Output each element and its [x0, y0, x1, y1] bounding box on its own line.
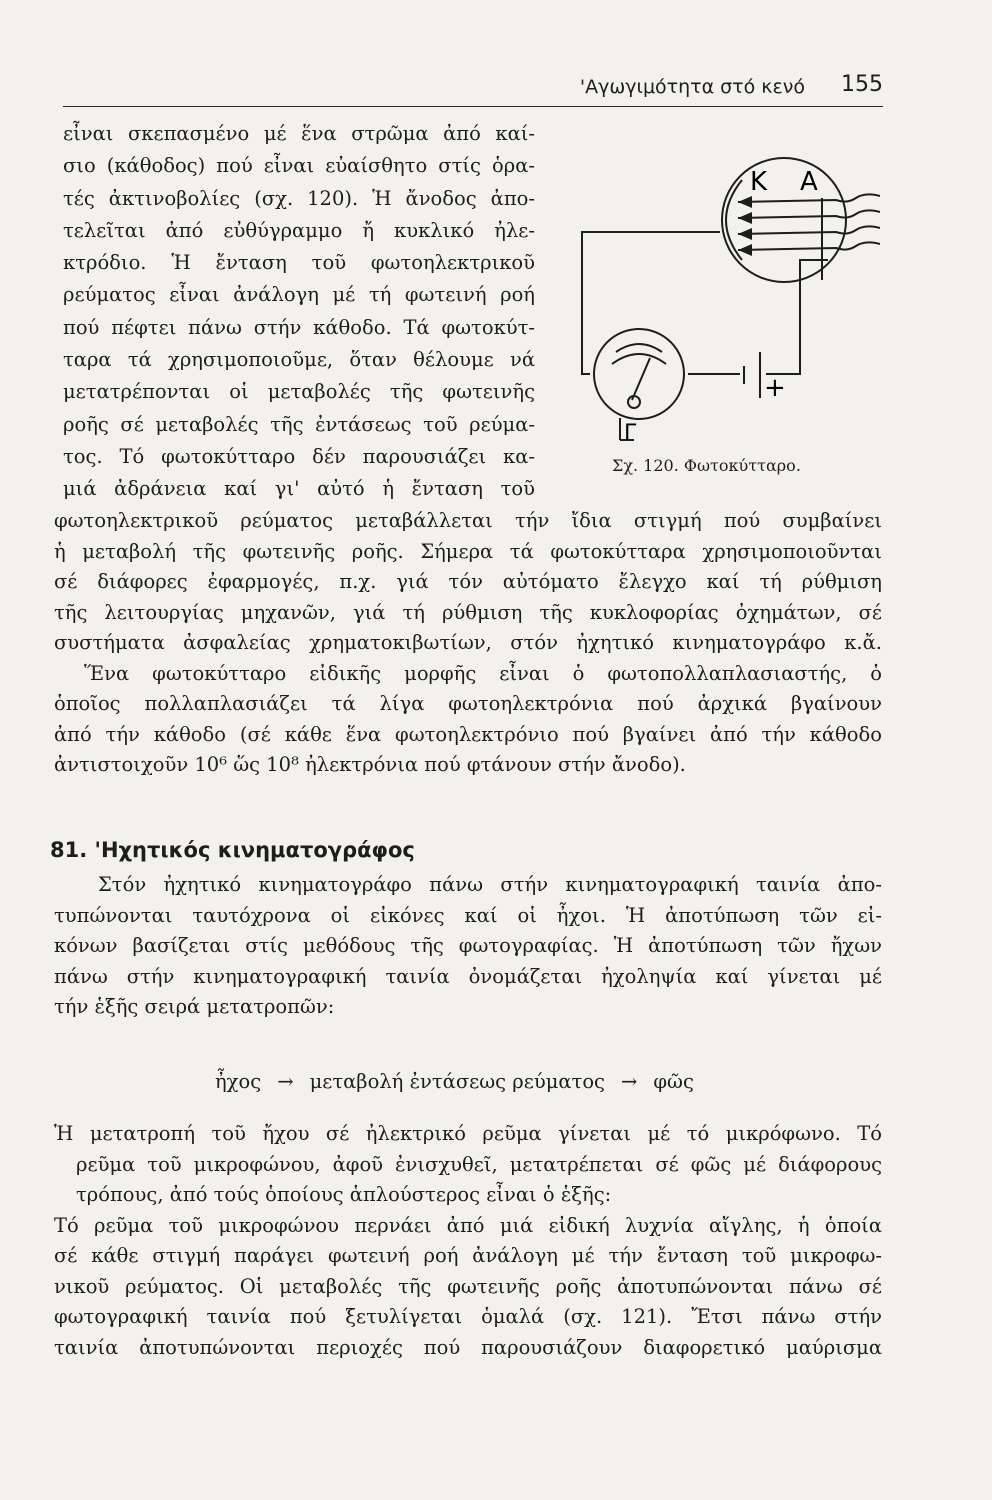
text-line: ταινία ἀποτυπώνονται περιοχές πού παρουσιάζουν διαφορετικό μαύρισμα — [54, 1335, 882, 1359]
text-line: ροῆς σέ μεταβολές τῆς ἐντάσεως τοῦ ρεύμα- — [63, 412, 535, 436]
text-line: τῆς λειτουργίας μηχανῶν, γιά τή ρύθμιση τῆς κυκλοφορίας ὀχημάτων, σέ — [54, 600, 882, 624]
photocell-figure — [560, 140, 880, 480]
text-line: τές ἀκτινοβολίες (σχ. 120). Ἡ ἄνοδος ἀπο- — [63, 186, 535, 210]
text-line: τρόπους, ἀπό τούς ὁποίους ἁπλούστερος εἶναι ὁ ἑξῆς: — [76, 1183, 612, 1206]
conversion-chain — [215, 1070, 694, 1093]
text-line: ταρα τά χρησιμοποιοῦμε, ὅταν θέλουμε νά — [63, 348, 535, 372]
text-line: ἀντιστοιχοῦν 10⁶ ὥς 10⁸ ἠλεκτρόνια πού φτάνουν στήν ἄνοδο). — [54, 753, 686, 776]
text-line: μιά ἀδράνεια καί γι' αὐτό ἡ ἔνταση τοῦ — [63, 477, 535, 501]
text-line: μετατρέπονται οἱ μεταβολές τῆς φωτεινῆς — [63, 380, 535, 404]
text-line: ἀπό τήν κάθοδο (σέ κάθε ἕνα φωτοηλεκτρόνιο πού βγαίνει ἀπό τήν κάθοδο — [54, 722, 882, 746]
text-line: Ἡ μετατροπή τοῦ ἤχου σέ ἠλεκτρικό ρεῦμα γίνεται μέ τό μικρόφωνο. Τό — [54, 1122, 882, 1145]
text-line: τος. Τό φωτοκύτταρο δέν παρουσιάζει κα- — [63, 444, 535, 468]
text-line: Στόν ἠχητικό κινηματογράφο πάνω στήν κινηματογραφική ταινία ἀπο- — [98, 873, 882, 896]
figure-caption: Σχ. 120. Φωτοκύτταρο. — [612, 456, 801, 475]
text-line: Ἕνα φωτοκύτταρο εἰδικῆς μορφῆς εἶναι ὁ φωτοπολλαπλασιαστής, ὁ — [84, 661, 882, 685]
text-line: σέ κάθε στιγμή παράγει φωτεινή ροή ἀνάλογη μέ τήν ἔνταση τοῦ μικροφω- — [54, 1244, 882, 1267]
text-line: Τό ρεῦμα τοῦ μικροφώνου περνάει ἀπό μιά εἰδική λυχνία αἴγλης, ἡ ὁποία — [54, 1213, 882, 1237]
paragraph-photocell-intro — [63, 118, 535, 506]
page-header — [63, 70, 883, 107]
formula-light: φῶς — [653, 1070, 694, 1093]
running-title: 'Αγωγιμότητα στό κενό — [579, 76, 805, 98]
text-line: πού πέφτει πάνω στήν κάθοδο. Τά φωτοκύτ- — [63, 315, 535, 339]
arrow-icon: → — [621, 1070, 638, 1093]
text-line: σέ διάφορες ἐφαρμογές, π.χ. γιά τόν αὐτόματο ἔλεγχο καί τή ρύθμιση — [54, 570, 882, 593]
paragraph-photocell-applications — [54, 506, 882, 781]
text-line: τελεῖται ἀπό εὐθύγραμμο ἤ κυκλικό ἠλε- — [63, 218, 535, 242]
text-line: ρεῦμα τοῦ μικροφώνου, ἀφοῦ ἐνισχυθεῖ, μετατρέπεται σέ φῶς μέ διάφορους — [76, 1152, 882, 1176]
text-line: ἡ μεταβολή τῆς φωτεινῆς ροῆς. Σήμερα τά φωτοκύτταρα χρησιμοποιοῦνται — [54, 539, 882, 563]
text-line: πάνω στήν κινηματογραφική ταινία ὀνομάζεται ἠχοληψία καί γίνεται μέ — [54, 964, 882, 988]
text-line: σιο (κάθοδος) πού εἶναι εὐαίσθητο στίς ὁρα- — [63, 154, 535, 178]
paragraph-microphone — [54, 1119, 882, 1363]
text-line: κτρόδιο. Ἡ ἔνταση τοῦ φωτοηλεκτρικοῦ — [63, 251, 535, 275]
arrow-icon: → — [277, 1070, 294, 1093]
label-galvanometer: Γ — [624, 421, 637, 446]
formula-sound: ἦχος — [215, 1070, 262, 1093]
text-line: ὁποῖος πολλαπλασιάζει τά λίγα φωτοηλεκτρόνια πού ἀρχικά βγαίνουν — [54, 692, 882, 715]
text-line: ρεύματος εἶναι ἀνάλογη μέ τή φωτεινή ροή — [63, 283, 535, 307]
label-plus: + — [764, 373, 786, 403]
text-line: νικοῦ ρεύματος. Οἱ μεταβολές τῆς φωτεινῆς ροῆς ἀποτυπώνονται πάνω σέ — [54, 1274, 882, 1298]
text-line: κόνων βασίζεται στίς μεθόδους τῆς φωτογραφίας. Ἡ ἀποτύπωση τῶν ἤχων — [54, 934, 882, 957]
text-line: φωτοηλεκτρικοῦ ρεύματος μεταβάλλεται τήν ἴδια στιγμή πού συμβαίνει — [54, 509, 882, 532]
text-line: συστήματα ἀσφαλείας χρηματοκιβωτίων, στόν ἠχητικό κινηματογράφο κ.ἄ. — [54, 631, 882, 654]
formula-current: μεταβολή ἐντάσεως ρεύματος — [309, 1070, 605, 1093]
text-line: εἶναι σκεπασμένο μέ ἕνα στρῶμα ἀπό καί- — [63, 122, 535, 145]
paragraph-sound-film — [54, 870, 882, 1023]
page-number: 155 — [841, 72, 883, 97]
text-line: τήν ἑξῆς σειρά μετατροπῶν: — [54, 995, 335, 1018]
label-cathode: K — [750, 167, 768, 197]
section-heading: 81. 'Ηχητικός κινηματογράφος — [50, 838, 415, 862]
text-line: φωτογραφική ταινία πού ξετυλίγεται ὁμαλά (σχ. 121). Ἔτσι πάνω στήν — [54, 1305, 882, 1328]
label-anode: A — [800, 167, 818, 197]
text-line: τυπώνονται ταυτόχρονα οἱ εἰκόνες καί οἱ ἦχοι. Ἡ ἀποτύπωση τῶν εἰ- — [54, 903, 882, 927]
